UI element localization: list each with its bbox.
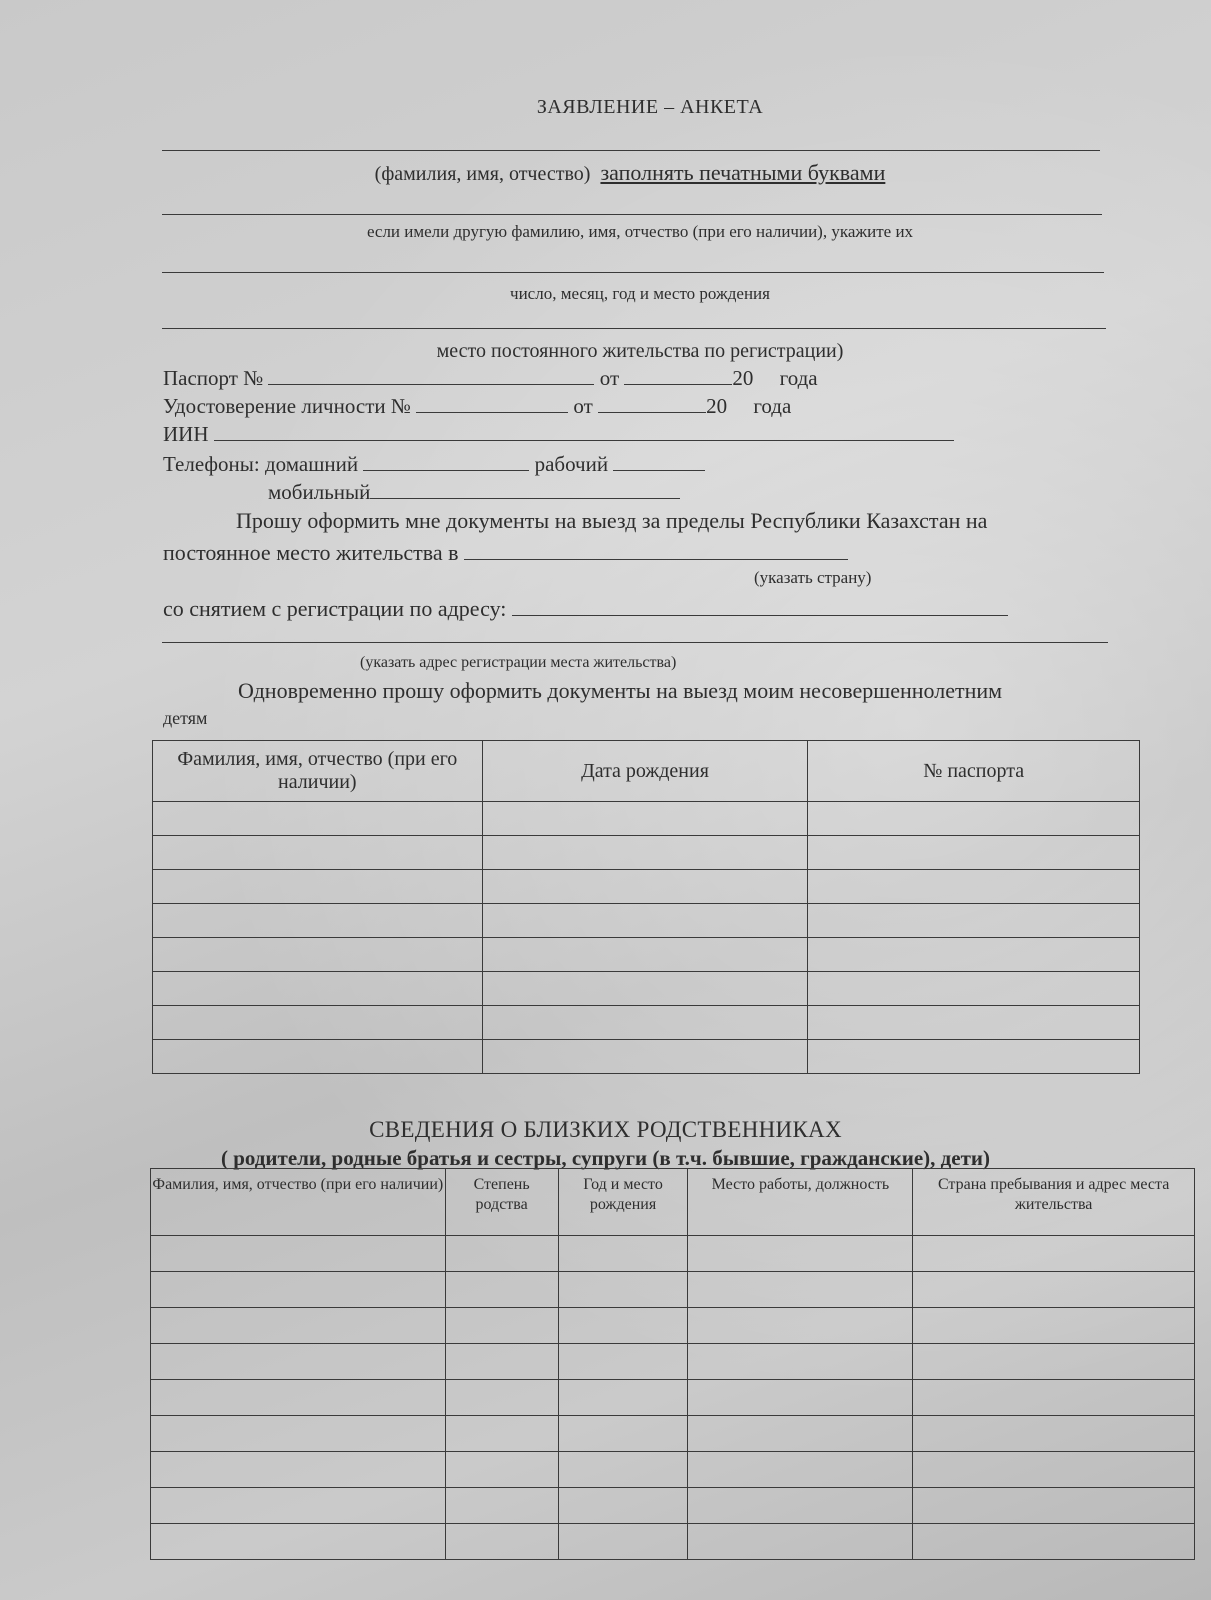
- id-card-label: Удостоверение личности №: [163, 394, 411, 418]
- table-cell[interactable]: [688, 1380, 913, 1416]
- passport-year-prefix: 20: [732, 366, 754, 390]
- table-cell[interactable]: [482, 870, 808, 904]
- table-cell[interactable]: [445, 1416, 558, 1452]
- relatives-header-work: Место работы, должность: [688, 1169, 913, 1236]
- passport-date-field[interactable]: [624, 366, 732, 385]
- table-cell[interactable]: [558, 1308, 688, 1344]
- table-cell[interactable]: [688, 1308, 913, 1344]
- relatives-title: СВЕДЕНИЯ О БЛИЗКИХ РОДСТВЕННИКАХ: [369, 1117, 842, 1142]
- table-cell[interactable]: [153, 938, 483, 972]
- table-cell[interactable]: [808, 938, 1140, 972]
- fio-caption-note: заполнять печатными буквами: [600, 160, 886, 185]
- mobile-phone-label: мобильный: [268, 480, 371, 504]
- table-cell[interactable]: [445, 1452, 558, 1488]
- birth-input-line[interactable]: [162, 272, 1104, 273]
- table-cell[interactable]: [482, 836, 808, 870]
- table-cell[interactable]: [913, 1236, 1195, 1272]
- mobile-row: [268, 480, 680, 505]
- page-title: ЗАЯВЛЕНИЕ – АНКЕТА: [536, 96, 764, 118]
- iin-row: [163, 422, 954, 447]
- request-text-line-2: [163, 540, 848, 566]
- table-cell[interactable]: [482, 802, 808, 836]
- table-cell[interactable]: [808, 870, 1140, 904]
- relatives-header-address: Страна пребывания и адрес места жительства: [913, 1169, 1195, 1236]
- table-cell[interactable]: [445, 1308, 558, 1344]
- other-name-caption: если имели другую фамилию, имя, отчество (при его наличии), укажите их: [366, 222, 914, 241]
- table-cell[interactable]: [808, 836, 1140, 870]
- home-phone-field[interactable]: [363, 452, 529, 471]
- table-row: [153, 904, 1140, 938]
- table-cell[interactable]: [558, 1524, 688, 1560]
- table-row: [153, 938, 1140, 972]
- table-row: [153, 972, 1140, 1006]
- table-row: [151, 1452, 1195, 1488]
- table-row: [151, 1272, 1195, 1308]
- table-cell[interactable]: [558, 1236, 688, 1272]
- home-phone-label: Телефоны: домашний: [163, 452, 359, 476]
- table-cell[interactable]: [151, 1524, 446, 1560]
- table-cell[interactable]: [913, 1488, 1195, 1524]
- deregister-address-field[interactable]: [512, 597, 1008, 616]
- table-row: [153, 1040, 1140, 1074]
- id-card-year-label: года: [753, 394, 792, 418]
- deregister-address-line-2[interactable]: [162, 642, 1108, 643]
- work-phone-field[interactable]: [613, 452, 705, 471]
- children-header-birthdate: Дата рождения: [482, 741, 808, 802]
- deregister-row: [163, 596, 1008, 622]
- table-cell[interactable]: [153, 802, 483, 836]
- table-cell[interactable]: [153, 972, 483, 1006]
- id-card-number-field[interactable]: [416, 394, 568, 413]
- table-cell[interactable]: [482, 938, 808, 972]
- table-cell[interactable]: [688, 1344, 913, 1380]
- table-row: [151, 1488, 1195, 1524]
- table-cell[interactable]: [151, 1344, 446, 1380]
- residence-input-line[interactable]: [162, 328, 1106, 329]
- table-cell[interactable]: [913, 1416, 1195, 1452]
- table-row: [151, 1344, 1195, 1380]
- table-cell[interactable]: [913, 1308, 1195, 1344]
- passport-number-field[interactable]: [268, 366, 594, 385]
- table-cell[interactable]: [808, 972, 1140, 1006]
- table-cell[interactable]: [151, 1236, 446, 1272]
- id-card-row: [163, 394, 791, 419]
- table-cell[interactable]: [151, 1308, 446, 1344]
- table-row: [151, 1416, 1195, 1452]
- table-cell[interactable]: [153, 870, 483, 904]
- table-cell[interactable]: [445, 1488, 558, 1524]
- table-cell[interactable]: [153, 904, 483, 938]
- table-cell[interactable]: [153, 1006, 483, 1040]
- table-cell[interactable]: [153, 836, 483, 870]
- children-table-header: [153, 741, 1140, 802]
- table-row: [151, 1380, 1195, 1416]
- table-cell[interactable]: [688, 1236, 913, 1272]
- fio-input-line[interactable]: [162, 150, 1100, 151]
- passport-from-label: от: [599, 366, 620, 390]
- table-cell[interactable]: [151, 1272, 446, 1308]
- table-cell[interactable]: [688, 1272, 913, 1308]
- relatives-table-header: [151, 1169, 1195, 1236]
- table-cell[interactable]: [151, 1380, 446, 1416]
- table-cell[interactable]: [688, 1416, 913, 1452]
- table-row: [153, 870, 1140, 904]
- table-cell[interactable]: [808, 1006, 1140, 1040]
- table-cell[interactable]: [151, 1416, 446, 1452]
- table-cell[interactable]: [558, 1344, 688, 1380]
- table-cell[interactable]: [445, 1272, 558, 1308]
- table-cell[interactable]: [445, 1344, 558, 1380]
- table-cell[interactable]: [151, 1452, 446, 1488]
- table-cell[interactable]: [913, 1344, 1195, 1380]
- fio-caption-text: (фамилия, имя, отчество): [374, 163, 591, 185]
- birth-caption: число, месяц, год и место рождения: [510, 284, 770, 303]
- deregister-label: со снятием с регистрации по адресу:: [163, 596, 507, 621]
- table-row: [153, 802, 1140, 836]
- residence-caption: место постоянного жительства по регистрации): [436, 340, 844, 362]
- table-cell[interactable]: [558, 1452, 688, 1488]
- country-hint: (указать страну): [754, 568, 872, 587]
- table-cell[interactable]: [808, 1040, 1140, 1074]
- passport-year-label: года: [779, 366, 818, 390]
- other-name-input-line[interactable]: [162, 214, 1102, 215]
- table-cell[interactable]: [558, 1272, 688, 1308]
- table-cell[interactable]: [808, 802, 1140, 836]
- id-card-year-prefix: 20: [706, 394, 728, 418]
- relatives-header-name: Фамилия, имя, отчество (при его наличии): [151, 1169, 446, 1236]
- relatives-header-birth: Год и место рождения: [558, 1169, 688, 1236]
- table-cell[interactable]: [482, 1040, 808, 1074]
- table-cell[interactable]: [558, 1380, 688, 1416]
- table-cell[interactable]: [913, 1272, 1195, 1308]
- table-cell[interactable]: [445, 1380, 558, 1416]
- table-cell[interactable]: [558, 1488, 688, 1524]
- id-card-from-label: от: [573, 394, 593, 418]
- id-card-date-field[interactable]: [598, 394, 706, 413]
- table-cell[interactable]: [688, 1524, 913, 1560]
- fio-caption: [150, 160, 1110, 186]
- children-text-line-1: Одновременно прошу оформить документы на выезд моим несовершеннолетним: [238, 678, 1003, 703]
- table-cell[interactable]: [688, 1452, 913, 1488]
- mobile-phone-field[interactable]: [370, 480, 680, 499]
- destination-country-field[interactable]: [464, 541, 848, 560]
- relatives-subtitle: ( родители, родные братья и сестры, супруги (в т.ч. бывшие, гражданские), дети): [220, 1146, 991, 1170]
- table-cell[interactable]: [808, 904, 1140, 938]
- table-cell[interactable]: [151, 1488, 446, 1524]
- table-cell[interactable]: [482, 904, 808, 938]
- table-row: [151, 1524, 1195, 1560]
- table-cell[interactable]: [913, 1380, 1195, 1416]
- relatives-table: [150, 1168, 1195, 1560]
- passport-row: [163, 366, 818, 391]
- table-cell[interactable]: [445, 1524, 558, 1560]
- table-row: [151, 1236, 1195, 1272]
- iin-label: ИИН: [163, 422, 209, 446]
- table-cell[interactable]: [558, 1416, 688, 1452]
- address-hint: (указать адрес регистрации места жительства): [360, 654, 677, 671]
- relatives-header-relation: Степень родства: [445, 1169, 558, 1236]
- children-header-name: Фамилия, имя, отчество (при его наличии): [153, 741, 483, 802]
- table-cell[interactable]: [153, 1040, 483, 1074]
- children-text-line-2: детям: [163, 708, 208, 728]
- table-cell[interactable]: [688, 1488, 913, 1524]
- iin-field[interactable]: [214, 422, 954, 441]
- phones-row: [163, 452, 705, 477]
- request-text-line-1: Прошу оформить мне документы на выезд за пределы Республики Казахстан на: [236, 508, 988, 533]
- table-cell[interactable]: [482, 972, 808, 1006]
- table-row: [153, 836, 1140, 870]
- children-header-passport: № паспорта: [808, 741, 1140, 802]
- children-table: [152, 740, 1140, 1074]
- table-row: [151, 1308, 1195, 1344]
- work-phone-label: рабочий: [534, 452, 609, 476]
- table-cell[interactable]: [913, 1452, 1195, 1488]
- table-cell[interactable]: [913, 1524, 1195, 1560]
- table-cell[interactable]: [482, 1006, 808, 1040]
- table-cell[interactable]: [445, 1236, 558, 1272]
- table-row: [153, 1006, 1140, 1040]
- request-country-label: постоянное место жительства в: [163, 540, 459, 565]
- passport-label: Паспорт №: [163, 366, 264, 390]
